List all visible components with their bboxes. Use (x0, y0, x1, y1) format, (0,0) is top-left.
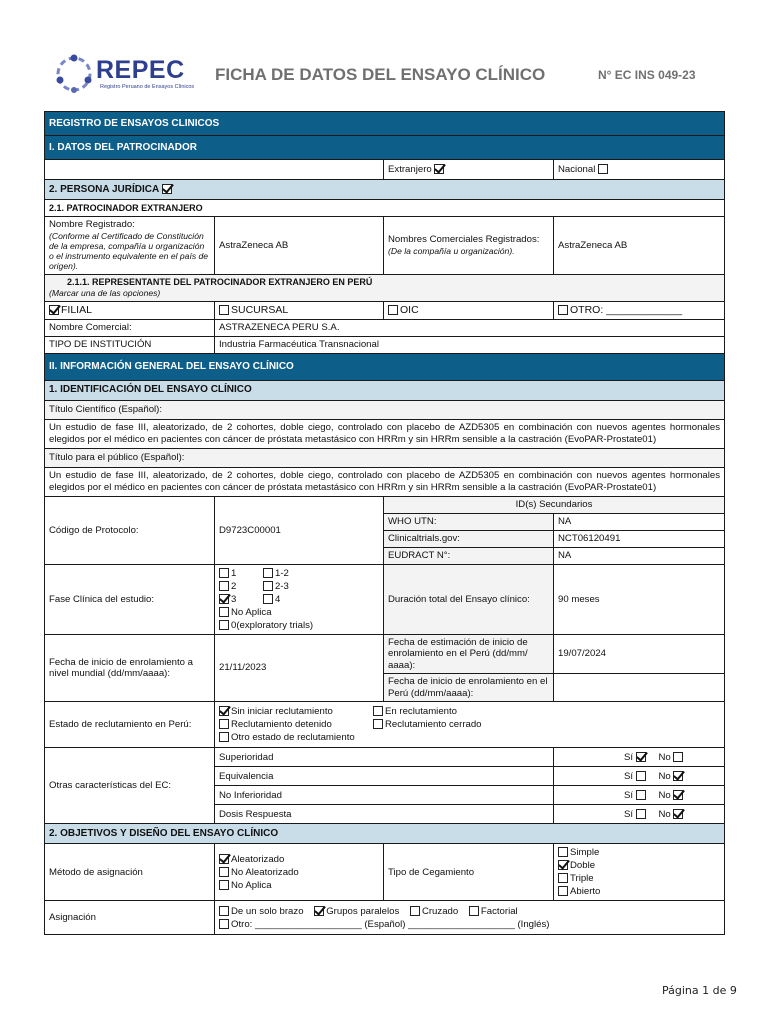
detenido-checkbox[interactable] (219, 719, 229, 729)
sucursal-label: SUCURSAL (231, 303, 289, 316)
equivalencia-choice (554, 767, 725, 786)
fase-2-3-label: 2-3 (275, 580, 289, 592)
fase-1-checkbox[interactable] (219, 568, 229, 578)
superioridad-no-checkbox[interactable] (673, 752, 683, 762)
representante-heading (45, 274, 725, 301)
abierto-label: Abierto (570, 886, 601, 898)
subsection-row (45, 380, 725, 400)
persona-juridica-heading (45, 180, 725, 200)
tipo-institucion-label: TIPO DE INSTITUCIÓN (45, 336, 215, 353)
titulo-cientifico-label: Título Científico (Español): (45, 400, 725, 419)
fase-0-label: 0(exploratory trials) (231, 619, 314, 631)
estado-label: Estado de reclutamiento en Perú: (45, 702, 215, 748)
nombres-comerciales-cell (384, 217, 554, 275)
dosis-respuesta-label: Dosis Respuesta (215, 805, 554, 824)
codigo-value: D9723C00001 (215, 496, 384, 564)
nombre-registrado-label: Nombre Registrado: (49, 219, 135, 230)
titulo-cientifico-row (45, 419, 725, 448)
asignacion-otro-label: Otro: ____________________ (Español) ____________________ (Inglés) (231, 918, 550, 930)
fase-2-3-checkbox[interactable] (263, 581, 273, 591)
no-aleatorizado-option[interactable] (219, 866, 379, 879)
aleatorizado-checkbox[interactable] (219, 854, 229, 864)
dosis-respuesta-no-checkbox[interactable] (673, 809, 683, 819)
nombre-registrado-row (45, 217, 725, 275)
fecha-mundial-value: 21/11/2023 (215, 634, 384, 702)
si-label: Sí (624, 789, 634, 801)
no-inferioridad-si-checkbox[interactable] (636, 790, 646, 800)
tipo-institucion-row (45, 336, 725, 353)
cegamiento-options (554, 844, 725, 901)
ids-secundarios-header: ID(s) Secundarios (384, 496, 725, 513)
codigo-row (45, 496, 725, 513)
sucursal-checkbox[interactable] (219, 305, 229, 315)
document-title: FICHA DE DATOS DEL ENSAYO CLÍNICO (215, 65, 546, 84)
en-reclutamiento-checkbox[interactable] (373, 706, 383, 716)
doble-checkbox[interactable] (558, 860, 568, 870)
nacional-checkbox[interactable] (598, 164, 608, 174)
nombre-comercial-value: ASTRAZENECA PERU S.A. (215, 319, 725, 336)
oic-checkbox[interactable] (388, 305, 398, 315)
simple-checkbox[interactable] (558, 847, 568, 857)
fase-row (45, 564, 725, 634)
persona-juridica-label: 2. PERSONA JURÍDICA (49, 183, 159, 195)
equivalencia-no-checkbox[interactable] (673, 771, 683, 781)
representante-title: 2.1.1. REPRESENTANTE DEL PATROCINADOR EXTRANJERO EN PERÚ (67, 277, 373, 288)
who-utn-value: NA (554, 513, 725, 530)
filial-label: FILIAL (61, 303, 92, 316)
otro-checkbox[interactable] (558, 305, 568, 315)
aleatorizado-option[interactable] (219, 853, 379, 866)
fase-1-label: 1 (231, 567, 237, 579)
metodo-options (215, 844, 384, 901)
filial-checkbox[interactable] (49, 305, 59, 315)
grupos-paralelos-label: Grupos paralelos (326, 905, 400, 917)
un-solo-brazo-checkbox[interactable] (219, 906, 229, 916)
cerrado-label: Reclutamiento cerrado (385, 719, 482, 731)
no-aleatorizado-checkbox[interactable] (219, 867, 229, 877)
doble-label: Doble (570, 860, 596, 872)
representante-heading-row (45, 274, 725, 301)
otras-caracteristicas-label: Otras características del EC: (45, 748, 215, 824)
metodo-no-aplica-label: No Aplica (231, 879, 272, 891)
caracteristica-row (45, 748, 725, 767)
fase-2-label: 2 (231, 580, 237, 592)
fase-label: Fase Clínica del estudio: (45, 564, 215, 634)
fecha-mundial-label: Fecha de inicio de enrolamiento a nivel mundial (dd/mm/aaaa): (45, 634, 215, 702)
eudract-value: NA (554, 547, 725, 564)
subsection-row (45, 200, 725, 217)
detenido-label: Reclutamiento detenido (231, 719, 332, 731)
asignacion-otro-checkbox[interactable] (219, 919, 229, 929)
dosis-respuesta-si-checkbox[interactable] (636, 809, 646, 819)
fase-3-checkbox[interactable] (219, 594, 229, 604)
document-number: N° EC INS 049-23 (598, 68, 696, 82)
si-label: Sí (624, 808, 634, 820)
subsection-row (45, 824, 725, 844)
who-utn-label: WHO UTN: (384, 513, 554, 530)
identificacion-heading: 1. IDENTIFICACIÓN DEL ENSAYO CLÍNICO (45, 380, 725, 400)
duracion-value: 90 meses (554, 564, 725, 634)
fase-2-checkbox[interactable] (219, 581, 229, 591)
sin-iniciar-label: Sin iniciar reclutamiento (231, 706, 333, 718)
cegamiento-label: Tipo de Cegamiento (384, 844, 554, 901)
patrocinador-extranjero-heading: 2.1. PATROCINADOR EXTRANJERO (45, 200, 725, 217)
repec-logo-icon (50, 50, 98, 98)
tipo-institucion-value: Industria Farmacéutica Transnacional (215, 336, 725, 353)
section-row (45, 353, 725, 380)
estado-en-reclutamiento-option[interactable] (373, 705, 457, 718)
no-label: No (658, 808, 671, 820)
factorial-option[interactable] (469, 905, 518, 918)
option-filial[interactable] (45, 301, 215, 319)
nombre-registrado-note: (Conforme al Certificado de Constitución de la empresa, compañía u organización o el instrumento equivalente en el país de origen). (49, 230, 209, 272)
titulo-publico-value: Un estudio de fase III, aleatorizado, de 2 cohortes, doble ciego, controlado con placebo de AZD5305 en combinación con nuevos agentes hormonales elegidos por el médico en pacientes con cáncer de próstata metastásico con HRRm y sin HRRm sensible a la castración (EvoPAR-Prostate01) (45, 467, 725, 496)
triple-checkbox[interactable] (558, 873, 568, 883)
fase-no-aplica-label: No Aplica (231, 606, 272, 618)
section-row (45, 112, 725, 136)
estado-cerrado-option[interactable] (373, 718, 482, 731)
fase-2-option[interactable] (219, 580, 255, 593)
titulo-cientifico-label-row (45, 400, 725, 419)
fase-3-option[interactable] (219, 593, 255, 606)
objetivos-heading: 2. OBJETIVOS Y DISEÑO DEL ENSAYO CLÍNICO (45, 824, 725, 844)
en-reclutamiento-label: En reclutamiento (385, 706, 457, 718)
fase-2-3-option[interactable] (263, 580, 289, 593)
otro-label: OTRO: _____________ (570, 303, 683, 316)
fecha-estim-peru-label: Fecha de estimación de inicio de enrolamiento en el Perú (dd/mm/ aaaa): (384, 634, 554, 674)
fase-no-aplica-option[interactable] (219, 606, 379, 619)
metodo-no-aplica-checkbox[interactable] (219, 880, 229, 890)
section-patrocinador: I. DATOS DEL PATROCINADOR (45, 136, 725, 160)
si-label: Sí (624, 751, 634, 763)
equivalencia-si-checkbox[interactable] (636, 771, 646, 781)
document-header (0, 0, 768, 108)
fase-4-checkbox[interactable] (263, 594, 273, 604)
origin-row (45, 160, 725, 180)
no-label: No (658, 789, 671, 801)
fecha-peru-label: Fecha de inicio de enrolamiento en el Perú (dd/mm/aaaa): (384, 674, 554, 702)
un-solo-brazo-option[interactable] (219, 905, 304, 918)
clinicaltrials-value: NCT06120491 (554, 530, 725, 547)
fase-4-option[interactable] (263, 593, 280, 606)
option-otro[interactable] (554, 301, 725, 319)
aleatorizado-label: Aleatorizado (231, 853, 285, 865)
section-info-general: II. INFORMACIÓN GENERAL DEL ENSAYO CLÍNICO (45, 353, 725, 380)
cruzado-checkbox[interactable] (410, 906, 420, 916)
asignacion-options (215, 901, 725, 935)
factorial-checkbox[interactable] (469, 906, 479, 916)
abierto-option[interactable] (558, 885, 720, 898)
nombres-comerciales-label: Nombres Comerciales Registrados: (388, 234, 540, 246)
fase-3-label: 3 (231, 593, 237, 605)
nombre-registrado-cell (45, 217, 215, 275)
nombres-comerciales-value: AstraZeneca AB (554, 217, 725, 275)
fase-1-2-label: 1-2 (275, 567, 289, 579)
superioridad-label: Superioridad (215, 748, 554, 767)
factorial-label: Factorial (480, 905, 518, 917)
abierto-checkbox[interactable] (558, 886, 568, 896)
simple-option[interactable] (558, 846, 720, 859)
duracion-label: Duración total del Ensayo clínico: (384, 564, 554, 634)
persona-juridica-checkbox[interactable] (162, 184, 172, 194)
superioridad-choice (554, 748, 725, 767)
metodo-label: Método de asignación (45, 844, 215, 901)
estado-options (215, 702, 725, 748)
fecha-estim-peru-value: 19/07/2024 (554, 634, 725, 674)
logo-text: REPEC (96, 56, 185, 84)
no-inferioridad-choice (554, 786, 725, 805)
un-solo-brazo-label: De un solo brazo (231, 905, 304, 917)
no-aleatorizado-label: No Aleatorizado (231, 866, 299, 878)
representante-note: (Marcar una de las opciones) (49, 287, 161, 298)
cruzado-label: Cruzado (421, 905, 459, 917)
estado-detenido-option[interactable] (219, 718, 365, 731)
nacional-option[interactable] (554, 160, 725, 180)
page-number: Página 1 de 9 (662, 984, 737, 997)
cruzado-option[interactable] (410, 905, 458, 918)
option-oic[interactable] (384, 301, 554, 319)
no-label: No (658, 751, 671, 763)
otro-estado-checkbox[interactable] (219, 732, 229, 742)
nacional-label: Nacional (558, 163, 596, 175)
section-row (45, 136, 725, 160)
section-registro: REGISTRO DE ENSAYOS CLINICOS (45, 112, 725, 136)
codigo-label: Código de Protocolo: (45, 496, 215, 564)
no-inferioridad-no-checkbox[interactable] (673, 790, 683, 800)
metodo-no-aplica-option[interactable] (219, 879, 379, 892)
si-label: Sí (624, 770, 634, 782)
fase-0-checkbox[interactable] (219, 620, 229, 630)
no-inferioridad-label: No Inferioridad (215, 786, 554, 805)
fase-options (215, 564, 384, 634)
doble-option[interactable] (558, 859, 720, 872)
eudract-label: EUDRACT N°: (384, 547, 554, 564)
grupos-paralelos-option[interactable] (314, 905, 399, 918)
asignacion-label: Asignación (45, 901, 215, 935)
cerrado-checkbox[interactable] (373, 719, 383, 729)
titulo-publico-label: Título para el público (Español): (45, 448, 725, 467)
fase-4-label: 4 (275, 593, 281, 605)
estado-otro-option[interactable] (219, 731, 720, 744)
asignacion-otro-option[interactable] (219, 918, 720, 931)
simple-label: Simple (570, 847, 600, 859)
fase-0-option[interactable] (219, 619, 379, 632)
repec-logo (50, 50, 195, 100)
no-label: No (658, 770, 671, 782)
extranjero-checkbox[interactable] (434, 164, 444, 174)
sin-iniciar-checkbox[interactable] (219, 706, 229, 716)
otro-estado-label: Otro estado de reclutamiento (231, 732, 355, 744)
fecha-peru-value[interactable] (554, 674, 725, 702)
equivalencia-label: Equivalencia (215, 767, 554, 786)
representante-options-row (45, 301, 725, 319)
triple-label: Triple (570, 873, 594, 885)
titulo-cientifico-value: Un estudio de fase III, aleatorizado, de 2 cohortes, doble ciego, controlado con placebo de AZD5305 en combinación con nuevos agentes hormonales elegidos por el médico en pacientes con cáncer de próstata metastásico con HRRm y sin HRRm sensible a la castración (EvoPAR-Prostate01) (45, 419, 725, 448)
extranjero-label: Extranjero (388, 163, 432, 175)
nombre-comercial-label: Nombre Comercial: (45, 319, 215, 336)
logo-subtitle: Registro Peruano de Ensayos Clínicos (100, 84, 195, 90)
clinicaltrials-label: Clinicaltrials.gov: (384, 530, 554, 547)
nombre-registrado-value: AstraZeneca AB (215, 217, 384, 275)
option-sucursal[interactable] (215, 301, 384, 319)
nombres-comerciales-note: (De la compañía u organización). (388, 245, 515, 256)
trial-data-form (44, 111, 725, 935)
subsection-row (45, 180, 725, 200)
triple-option[interactable] (558, 872, 720, 885)
titulo-publico-row (45, 467, 725, 496)
fecha-row (45, 634, 725, 674)
oic-label: OIC (400, 303, 419, 316)
dosis-respuesta-choice (554, 805, 725, 824)
fase-1-2-option[interactable] (263, 567, 289, 580)
estado-sin-iniciar-option[interactable] (219, 705, 365, 718)
asignacion-row (45, 901, 725, 935)
fase-no-aplica-checkbox[interactable] (219, 607, 229, 617)
fase-1-2-checkbox[interactable] (263, 568, 273, 578)
nombre-comercial-row (45, 319, 725, 336)
superioridad-si-checkbox[interactable] (636, 752, 646, 762)
extranjero-option[interactable] (384, 160, 554, 180)
estado-row (45, 702, 725, 748)
grupos-paralelos-checkbox[interactable] (314, 906, 324, 916)
titulo-publico-label-row (45, 448, 725, 467)
fase-1-option[interactable] (219, 567, 255, 580)
metodo-row (45, 844, 725, 901)
